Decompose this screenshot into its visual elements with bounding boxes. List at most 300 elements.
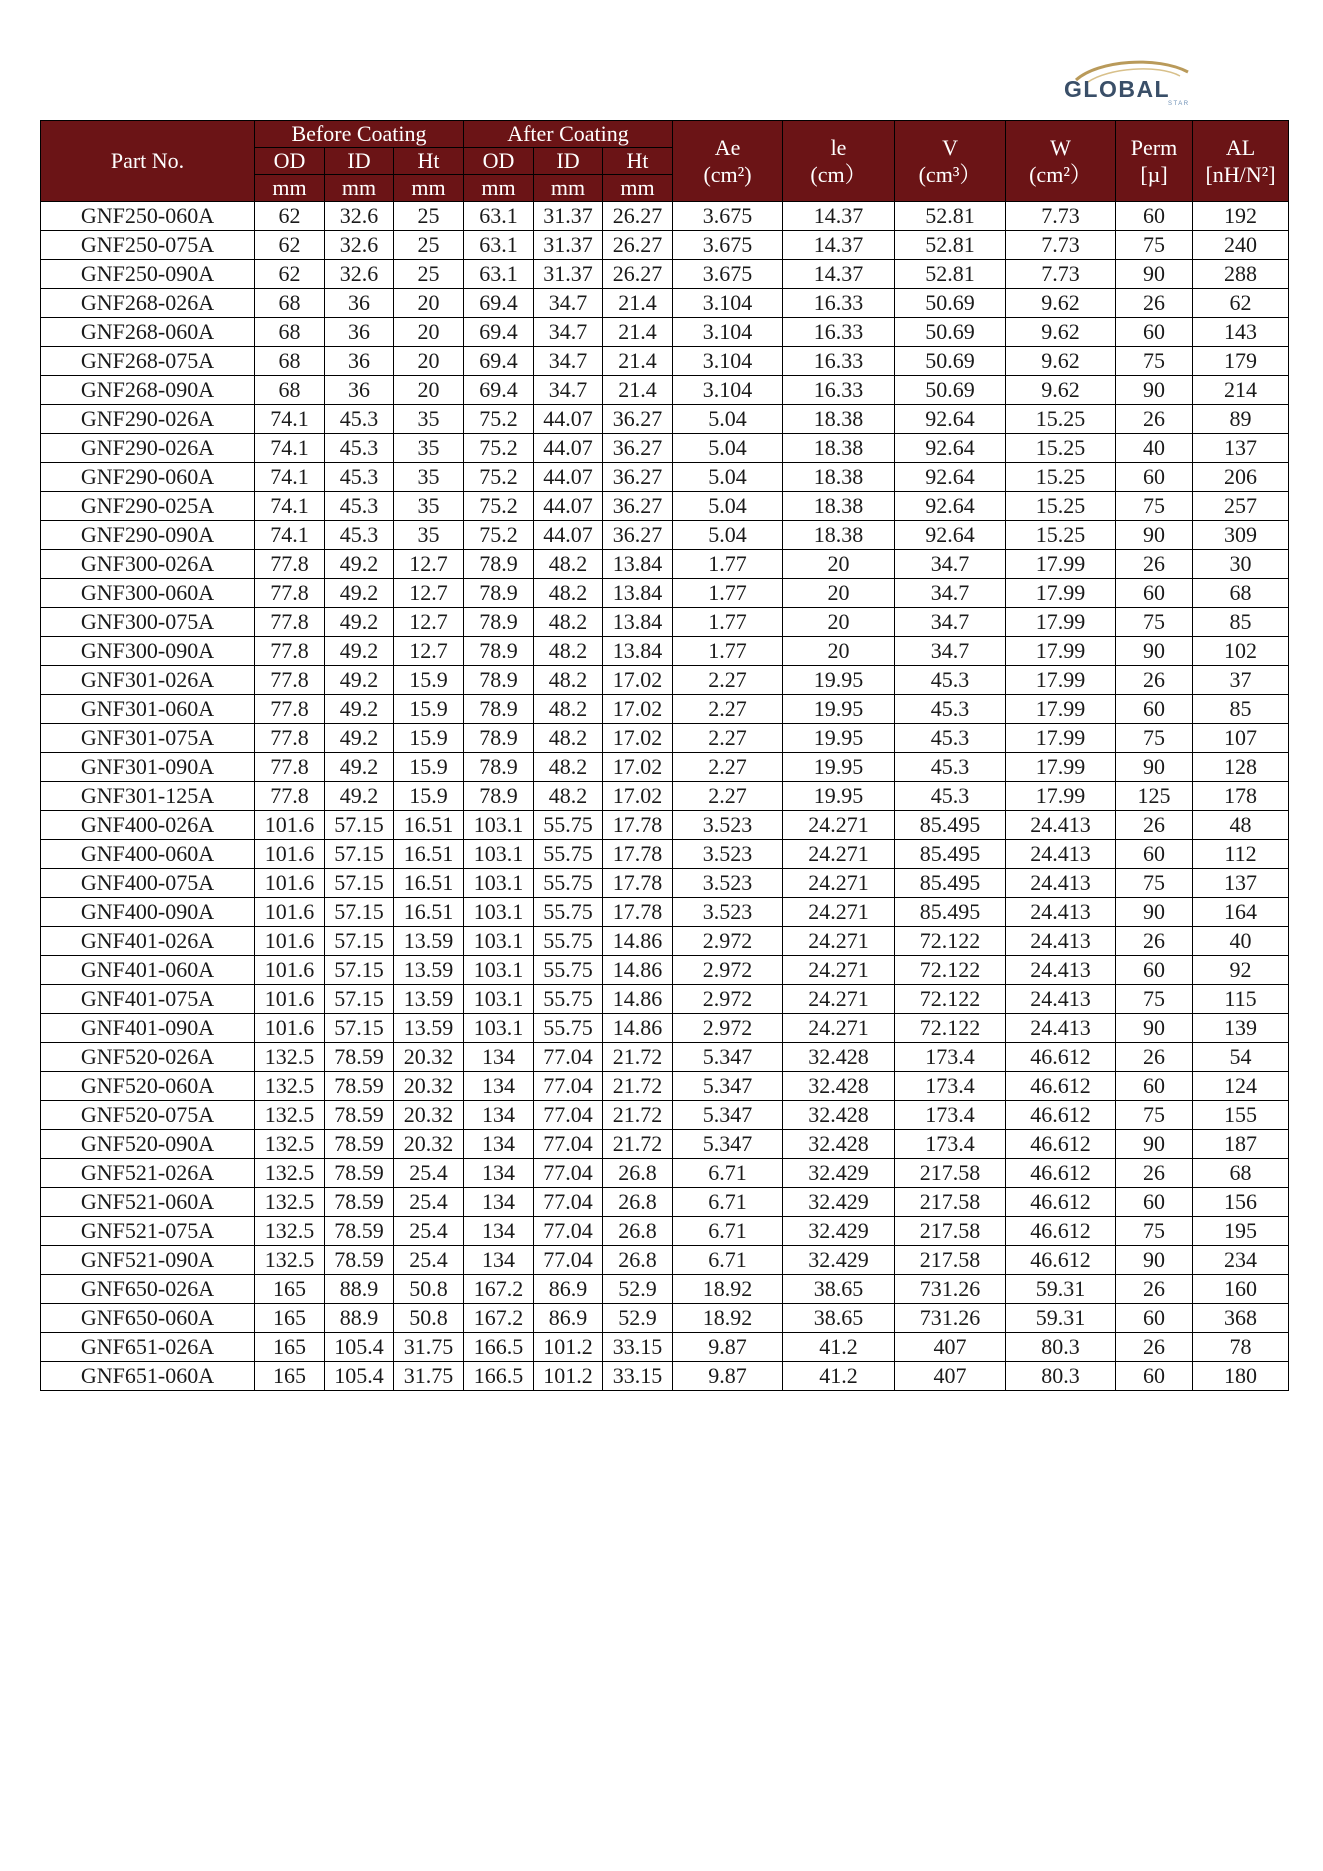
cell-before-od: 165 <box>255 1304 325 1333</box>
header-w <box>1006 121 1116 202</box>
cell-before-id: 49.2 <box>325 608 394 637</box>
cell-le: 32.429 <box>783 1246 895 1275</box>
cell-after-od: 167.2 <box>464 1275 534 1304</box>
cell-before-od: 77.8 <box>255 724 325 753</box>
cell-ae: 3.675 <box>673 260 783 289</box>
cell-after-id: 34.7 <box>534 318 603 347</box>
cell-after-id: 48.2 <box>534 782 603 811</box>
cell-w: 9.62 <box>1006 376 1116 405</box>
cell-before-od: 68 <box>255 376 325 405</box>
cell-before-id: 88.9 <box>325 1275 394 1304</box>
cell-part-no: GNF401-090A <box>41 1014 255 1043</box>
cell-v: 50.69 <box>895 318 1006 347</box>
cell-ae: 6.71 <box>673 1217 783 1246</box>
cell-ae: 3.675 <box>673 202 783 231</box>
cell-before-od: 68 <box>255 318 325 347</box>
cell-after-od: 134 <box>464 1072 534 1101</box>
cell-after-ht: 13.84 <box>603 550 673 579</box>
cell-perm: 90 <box>1116 260 1193 289</box>
cell-after-ht: 26.8 <box>603 1246 673 1275</box>
cell-after-ht: 13.84 <box>603 608 673 637</box>
cell-before-ht: 20.32 <box>394 1072 464 1101</box>
cell-w: 24.413 <box>1006 1014 1116 1043</box>
cell-w: 24.413 <box>1006 811 1116 840</box>
cell-before-od: 165 <box>255 1333 325 1362</box>
cell-after-od: 134 <box>464 1043 534 1072</box>
table-row <box>41 608 1289 637</box>
cell-le: 18.38 <box>783 492 895 521</box>
cell-le: 18.38 <box>783 405 895 434</box>
cell-le: 19.95 <box>783 695 895 724</box>
cell-part-no: GNF250-075A <box>41 231 255 260</box>
cell-after-od: 78.9 <box>464 637 534 666</box>
cell-al: 68 <box>1193 1159 1289 1188</box>
cell-after-od: 167.2 <box>464 1304 534 1333</box>
table-row <box>41 956 1289 985</box>
cell-before-ht: 20 <box>394 376 464 405</box>
cell-before-od: 74.1 <box>255 463 325 492</box>
cell-part-no: GNF301-060A <box>41 695 255 724</box>
cell-v: 173.4 <box>895 1101 1006 1130</box>
cell-al: 143 <box>1193 318 1289 347</box>
cell-after-ht: 17.02 <box>603 695 673 724</box>
cell-after-id: 31.37 <box>534 202 603 231</box>
cell-part-no: GNF521-026A <box>41 1159 255 1188</box>
table-row <box>41 1101 1289 1130</box>
cell-ae: 3.104 <box>673 289 783 318</box>
cell-v: 92.64 <box>895 521 1006 550</box>
cell-w: 80.3 <box>1006 1333 1116 1362</box>
cell-al: 48 <box>1193 811 1289 840</box>
cell-ae: 18.92 <box>673 1275 783 1304</box>
cell-w: 46.612 <box>1006 1043 1116 1072</box>
cell-v: 407 <box>895 1362 1006 1391</box>
cell-w: 17.99 <box>1006 782 1116 811</box>
cell-before-od: 77.8 <box>255 637 325 666</box>
cell-after-od: 63.1 <box>464 231 534 260</box>
cell-ae: 2.972 <box>673 956 783 985</box>
cell-part-no: GNF400-090A <box>41 898 255 927</box>
table-row <box>41 405 1289 434</box>
cell-before-id: 57.15 <box>325 1014 394 1043</box>
cell-w: 80.3 <box>1006 1362 1116 1391</box>
cell-perm: 90 <box>1116 521 1193 550</box>
cell-perm: 26 <box>1116 927 1193 956</box>
cell-le: 18.38 <box>783 521 895 550</box>
cell-w: 59.31 <box>1006 1275 1116 1304</box>
cell-part-no: GNF300-075A <box>41 608 255 637</box>
cell-al: 85 <box>1193 608 1289 637</box>
header-after-id: ID <box>534 148 603 175</box>
cell-after-ht: 36.27 <box>603 492 673 521</box>
cell-perm: 90 <box>1116 376 1193 405</box>
cell-after-od: 103.1 <box>464 1014 534 1043</box>
cell-before-ht: 25 <box>394 231 464 260</box>
cell-part-no: GNF400-026A <box>41 811 255 840</box>
cell-al: 288 <box>1193 260 1289 289</box>
cell-after-od: 75.2 <box>464 463 534 492</box>
cell-v: 52.81 <box>895 202 1006 231</box>
cell-before-ht: 25.4 <box>394 1217 464 1246</box>
cell-al: 180 <box>1193 1362 1289 1391</box>
cell-before-ht: 16.51 <box>394 898 464 927</box>
cell-after-ht: 26.8 <box>603 1159 673 1188</box>
cell-ae: 1.77 <box>673 550 783 579</box>
cell-al: 92 <box>1193 956 1289 985</box>
cell-v: 50.69 <box>895 347 1006 376</box>
logo-tagline: STAR <box>1168 101 1190 107</box>
cell-w: 7.73 <box>1006 202 1116 231</box>
cell-al: 368 <box>1193 1304 1289 1333</box>
cell-after-ht: 14.86 <box>603 1014 673 1043</box>
cell-before-ht: 15.9 <box>394 782 464 811</box>
cell-w: 7.73 <box>1006 231 1116 260</box>
table-row <box>41 898 1289 927</box>
cell-before-od: 132.5 <box>255 1188 325 1217</box>
header-ae <box>673 121 783 202</box>
header-unit-mm: mm <box>325 175 394 202</box>
cell-after-id: 77.04 <box>534 1043 603 1072</box>
cell-part-no: GNF300-026A <box>41 550 255 579</box>
cell-le: 16.33 <box>783 318 895 347</box>
cell-after-od: 63.1 <box>464 260 534 289</box>
cell-part-no: GNF301-075A <box>41 724 255 753</box>
table-row <box>41 376 1289 405</box>
cell-before-id: 45.3 <box>325 434 394 463</box>
cell-le: 19.95 <box>783 724 895 753</box>
cell-after-ht: 36.27 <box>603 463 673 492</box>
cell-after-ht: 17.02 <box>603 782 673 811</box>
cell-le: 24.271 <box>783 811 895 840</box>
cell-after-ht: 17.02 <box>603 666 673 695</box>
cell-before-od: 62 <box>255 231 325 260</box>
cell-al: 155 <box>1193 1101 1289 1130</box>
cell-le: 19.95 <box>783 782 895 811</box>
header-unit-mm: mm <box>534 175 603 202</box>
cell-v: 52.81 <box>895 260 1006 289</box>
cell-perm: 26 <box>1116 666 1193 695</box>
table-row <box>41 289 1289 318</box>
cell-le: 32.429 <box>783 1217 895 1246</box>
cell-v: 45.3 <box>895 724 1006 753</box>
cell-after-id: 55.75 <box>534 1014 603 1043</box>
cell-after-id: 48.2 <box>534 579 603 608</box>
cell-part-no: GNF268-075A <box>41 347 255 376</box>
cell-ae: 5.04 <box>673 405 783 434</box>
cell-before-ht: 16.51 <box>394 811 464 840</box>
cell-perm: 26 <box>1116 1043 1193 1072</box>
cell-perm: 60 <box>1116 1362 1193 1391</box>
cell-after-id: 44.07 <box>534 521 603 550</box>
cell-before-od: 62 <box>255 202 325 231</box>
cell-w: 15.25 <box>1006 463 1116 492</box>
cell-perm: 125 <box>1116 782 1193 811</box>
header-unit-mm: mm <box>603 175 673 202</box>
cell-before-od: 132.5 <box>255 1101 325 1130</box>
cell-before-id: 57.15 <box>325 840 394 869</box>
cell-before-od: 132.5 <box>255 1159 325 1188</box>
cell-w: 24.413 <box>1006 869 1116 898</box>
cell-part-no: GNF521-090A <box>41 1246 255 1275</box>
cell-before-od: 77.8 <box>255 608 325 637</box>
header-perm <box>1116 121 1193 202</box>
cell-part-no: GNF400-060A <box>41 840 255 869</box>
cell-part-no: GNF650-060A <box>41 1304 255 1333</box>
cell-before-id: 57.15 <box>325 927 394 956</box>
cell-part-no: GNF401-026A <box>41 927 255 956</box>
table-row <box>41 1217 1289 1246</box>
cell-before-od: 68 <box>255 347 325 376</box>
cell-w: 17.99 <box>1006 608 1116 637</box>
cell-before-od: 132.5 <box>255 1217 325 1246</box>
cell-le: 32.429 <box>783 1159 895 1188</box>
cell-part-no: GNF651-026A <box>41 1333 255 1362</box>
cell-part-no: GNF521-075A <box>41 1217 255 1246</box>
cell-al: 62 <box>1193 289 1289 318</box>
cell-le: 24.271 <box>783 927 895 956</box>
cell-perm: 26 <box>1116 811 1193 840</box>
cell-after-od: 166.5 <box>464 1333 534 1362</box>
cell-perm: 75 <box>1116 1101 1193 1130</box>
header-before-od: OD <box>255 148 325 175</box>
cell-before-ht: 12.7 <box>394 550 464 579</box>
cell-w: 17.99 <box>1006 666 1116 695</box>
cell-perm: 90 <box>1116 1014 1193 1043</box>
cell-before-id: 49.2 <box>325 782 394 811</box>
cell-after-od: 134 <box>464 1130 534 1159</box>
header-unit-mm: mm <box>464 175 534 202</box>
cell-after-od: 78.9 <box>464 608 534 637</box>
cell-al: 54 <box>1193 1043 1289 1072</box>
cell-before-id: 105.4 <box>325 1362 394 1391</box>
cell-w: 46.612 <box>1006 1072 1116 1101</box>
cell-al: 187 <box>1193 1130 1289 1159</box>
cell-after-ht: 17.78 <box>603 869 673 898</box>
cell-al: 107 <box>1193 724 1289 753</box>
cell-after-id: 44.07 <box>534 434 603 463</box>
cell-before-id: 36 <box>325 318 394 347</box>
cell-before-ht: 20 <box>394 289 464 318</box>
cell-ae: 6.71 <box>673 1246 783 1275</box>
cell-after-od: 78.9 <box>464 579 534 608</box>
table-row <box>41 347 1289 376</box>
cell-after-od: 75.2 <box>464 434 534 463</box>
cell-perm: 60 <box>1116 1072 1193 1101</box>
cell-after-od: 103.1 <box>464 869 534 898</box>
cell-al: 78 <box>1193 1333 1289 1362</box>
table-row <box>41 1304 1289 1333</box>
cell-le: 18.38 <box>783 434 895 463</box>
cell-after-ht: 26.8 <box>603 1188 673 1217</box>
cell-before-id: 49.2 <box>325 753 394 782</box>
cell-after-ht: 21.72 <box>603 1043 673 1072</box>
cell-after-ht: 17.78 <box>603 898 673 927</box>
cell-ae: 1.77 <box>673 608 783 637</box>
header-le <box>783 121 895 202</box>
cell-before-od: 77.8 <box>255 695 325 724</box>
cell-v: 92.64 <box>895 434 1006 463</box>
cell-perm: 60 <box>1116 579 1193 608</box>
cell-after-od: 134 <box>464 1246 534 1275</box>
cell-after-id: 31.37 <box>534 231 603 260</box>
cell-v: 85.495 <box>895 840 1006 869</box>
cell-after-id: 31.37 <box>534 260 603 289</box>
cell-perm: 60 <box>1116 1304 1193 1333</box>
cell-after-ht: 21.72 <box>603 1101 673 1130</box>
logo-wordmark: GLOBAL <box>1064 76 1171 102</box>
cell-before-id: 57.15 <box>325 811 394 840</box>
cell-ae: 5.347 <box>673 1072 783 1101</box>
cell-al: 40 <box>1193 927 1289 956</box>
cell-after-ht: 17.78 <box>603 811 673 840</box>
cell-le: 19.95 <box>783 753 895 782</box>
cell-before-ht: 13.59 <box>394 956 464 985</box>
cell-before-ht: 25 <box>394 260 464 289</box>
cell-perm: 26 <box>1116 1275 1193 1304</box>
table-row <box>41 1246 1289 1275</box>
cell-before-od: 77.8 <box>255 550 325 579</box>
header-after-coating: After Coating <box>464 121 673 148</box>
cell-before-od: 77.8 <box>255 579 325 608</box>
header-al-label: AL <box>1225 135 1256 160</box>
cell-v: 217.58 <box>895 1159 1006 1188</box>
cell-part-no: GNF268-060A <box>41 318 255 347</box>
table-row <box>41 434 1289 463</box>
header-before-id: ID <box>325 148 394 175</box>
cell-part-no: GNF290-026A <box>41 434 255 463</box>
cell-le: 24.271 <box>783 840 895 869</box>
table-row <box>41 579 1289 608</box>
cell-part-no: GNF651-060A <box>41 1362 255 1391</box>
cell-le: 20 <box>783 550 895 579</box>
cell-w: 15.25 <box>1006 521 1116 550</box>
cell-before-od: 101.6 <box>255 840 325 869</box>
cell-before-ht: 13.59 <box>394 985 464 1014</box>
cell-after-ht: 17.02 <box>603 724 673 753</box>
cell-v: 45.3 <box>895 782 1006 811</box>
cell-w: 46.612 <box>1006 1188 1116 1217</box>
cell-ae: 2.27 <box>673 753 783 782</box>
cell-before-id: 57.15 <box>325 985 394 1014</box>
cell-ae: 2.27 <box>673 782 783 811</box>
cell-before-ht: 20.32 <box>394 1101 464 1130</box>
cell-al: 178 <box>1193 782 1289 811</box>
cell-after-id: 48.2 <box>534 666 603 695</box>
cell-v: 217.58 <box>895 1217 1006 1246</box>
cell-after-ht: 21.72 <box>603 1072 673 1101</box>
header-before-coating: Before Coating <box>255 121 464 148</box>
cell-after-od: 103.1 <box>464 840 534 869</box>
cell-v: 52.81 <box>895 231 1006 260</box>
cell-le: 24.271 <box>783 1014 895 1043</box>
cell-before-id: 32.6 <box>325 260 394 289</box>
cell-after-id: 44.07 <box>534 405 603 434</box>
cell-after-ht: 21.72 <box>603 1130 673 1159</box>
cell-v: 173.4 <box>895 1072 1006 1101</box>
cell-before-id: 49.2 <box>325 579 394 608</box>
table-row <box>41 1130 1289 1159</box>
cell-w: 7.73 <box>1006 260 1116 289</box>
cell-v: 50.69 <box>895 289 1006 318</box>
cell-before-id: 49.2 <box>325 550 394 579</box>
cell-after-id: 77.04 <box>534 1188 603 1217</box>
cell-after-id: 55.75 <box>534 869 603 898</box>
table-row <box>41 202 1289 231</box>
header-unit-mm: mm <box>394 175 464 202</box>
cell-after-ht: 13.84 <box>603 637 673 666</box>
cell-before-od: 101.6 <box>255 898 325 927</box>
cell-le: 14.37 <box>783 202 895 231</box>
cell-al: 128 <box>1193 753 1289 782</box>
header-after-od: OD <box>464 148 534 175</box>
cell-w: 46.612 <box>1006 1217 1116 1246</box>
cell-before-ht: 15.9 <box>394 724 464 753</box>
header-unit-mm: mm <box>255 175 325 202</box>
cell-after-ht: 14.86 <box>603 927 673 956</box>
cell-part-no: GNF520-026A <box>41 1043 255 1072</box>
cell-al: 234 <box>1193 1246 1289 1275</box>
cell-w: 24.413 <box>1006 840 1116 869</box>
table-row <box>41 318 1289 347</box>
cell-before-id: 45.3 <box>325 463 394 492</box>
table-row <box>41 782 1289 811</box>
cell-ae: 3.523 <box>673 840 783 869</box>
cell-le: 14.37 <box>783 260 895 289</box>
cell-after-ht: 26.27 <box>603 231 673 260</box>
cell-before-ht: 20.32 <box>394 1043 464 1072</box>
cell-al: 68 <box>1193 579 1289 608</box>
cell-perm: 26 <box>1116 1159 1193 1188</box>
cell-perm: 26 <box>1116 550 1193 579</box>
cell-part-no: GNF268-026A <box>41 289 255 318</box>
cell-before-id: 78.59 <box>325 1217 394 1246</box>
cell-before-ht: 12.7 <box>394 608 464 637</box>
cell-after-ht: 33.15 <box>603 1333 673 1362</box>
cell-ae: 5.04 <box>673 521 783 550</box>
cell-al: 124 <box>1193 1072 1289 1101</box>
cell-after-od: 134 <box>464 1188 534 1217</box>
cell-le: 41.2 <box>783 1362 895 1391</box>
cell-v: 45.3 <box>895 695 1006 724</box>
cell-after-ht: 14.86 <box>603 985 673 1014</box>
cell-part-no: GNF250-060A <box>41 202 255 231</box>
cell-ae: 5.04 <box>673 434 783 463</box>
table-row <box>41 463 1289 492</box>
cell-after-ht: 14.86 <box>603 956 673 985</box>
cell-w: 46.612 <box>1006 1130 1116 1159</box>
cell-perm: 75 <box>1116 231 1193 260</box>
cell-after-id: 77.04 <box>534 1159 603 1188</box>
cell-ae: 2.27 <box>673 666 783 695</box>
cell-after-od: 78.9 <box>464 753 534 782</box>
cell-after-od: 69.4 <box>464 347 534 376</box>
table-row <box>41 1159 1289 1188</box>
cell-perm: 90 <box>1116 898 1193 927</box>
cell-before-id: 32.6 <box>325 202 394 231</box>
cell-after-id: 77.04 <box>534 1101 603 1130</box>
cell-part-no: GNF400-075A <box>41 869 255 898</box>
cell-before-ht: 15.9 <box>394 753 464 782</box>
cell-perm: 60 <box>1116 956 1193 985</box>
cell-after-od: 103.1 <box>464 898 534 927</box>
cell-before-od: 165 <box>255 1362 325 1391</box>
cell-before-id: 49.2 <box>325 637 394 666</box>
cell-after-id: 48.2 <box>534 608 603 637</box>
cell-part-no: GNF300-090A <box>41 637 255 666</box>
cell-v: 34.7 <box>895 608 1006 637</box>
cell-v: 92.64 <box>895 492 1006 521</box>
cell-v: 217.58 <box>895 1246 1006 1275</box>
